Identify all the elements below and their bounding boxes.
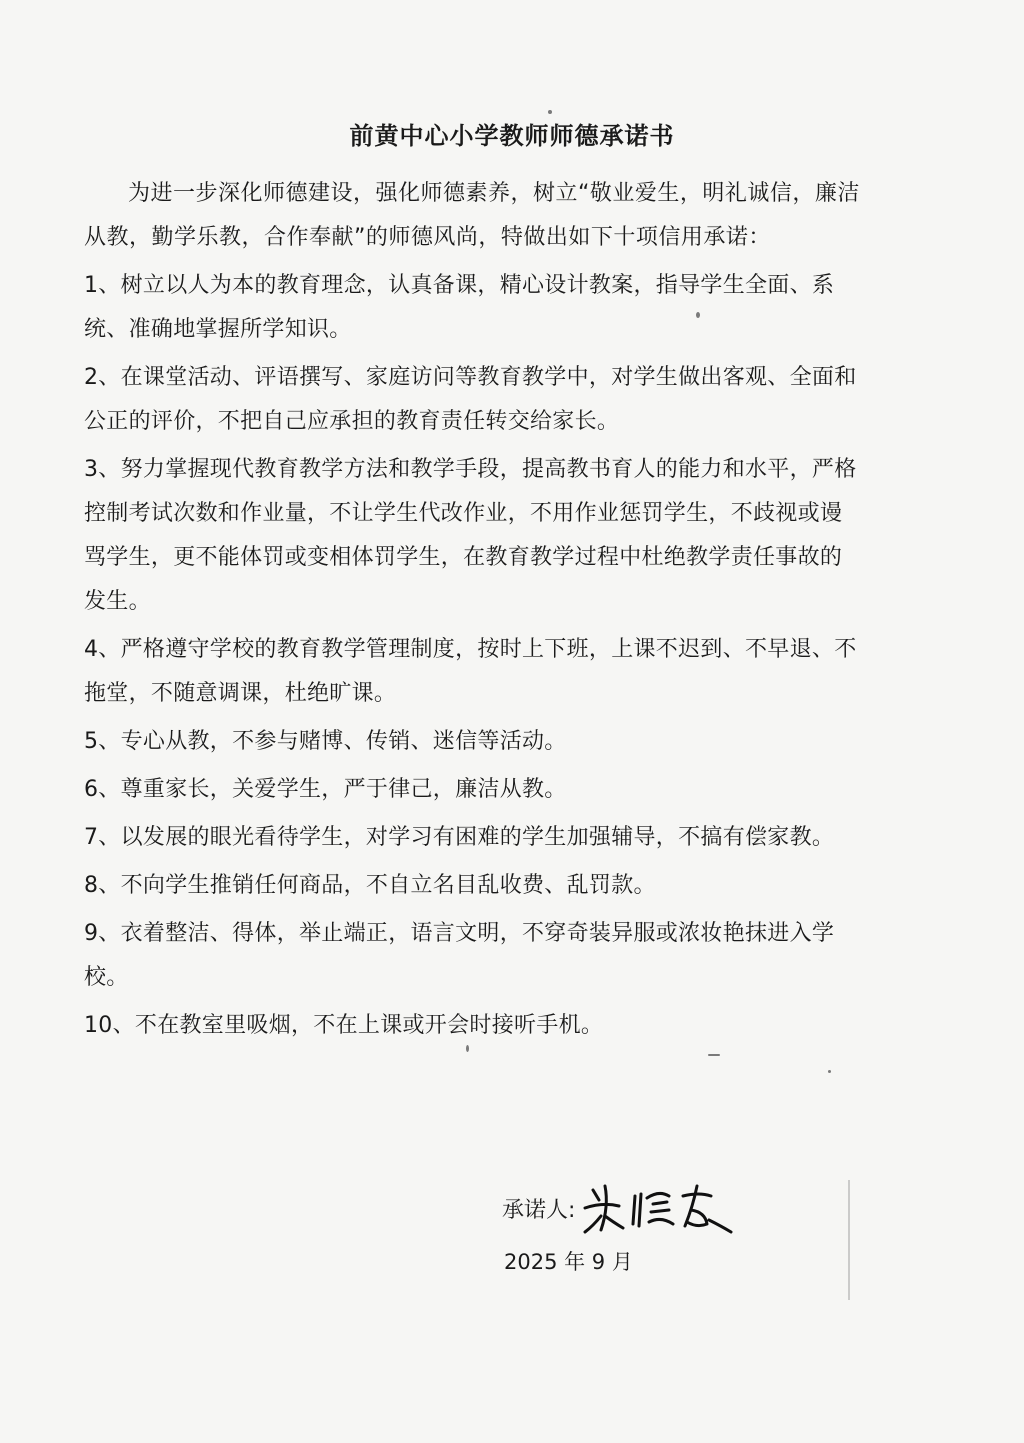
pledge-item-2: 2、在课堂活动、评语撰写、家庭访问等教育教学中，对学生做出客观、全面和公正的评价，不把自己应承担的教育责任转交给家长。 xyxy=(84,365,857,434)
paper-speck xyxy=(548,110,552,114)
paper-speck xyxy=(466,1045,469,1052)
paper-crease xyxy=(848,1180,850,1300)
intro-paragraph: 为进一步深化师德建设，强化师德素养，树立“敬业爱生，明礼诚信，廉洁从教，勤学乐教，合作奉献”的师德风尚，特做出如下十项信用承诺： xyxy=(84,181,860,250)
handwritten-signature xyxy=(579,1176,739,1240)
document-date: 2025 年 9 月 xyxy=(504,1250,633,1274)
pledge-item-9: 9、衣着整洁、得体，举止端正，语言文明，不穿奇装异服或浓妆艳抹进入学校。 xyxy=(84,921,835,990)
paper-speck xyxy=(708,1054,720,1056)
document-title: 前黄中心小学教师师德承诺书 xyxy=(349,122,675,150)
pledge-item-4: 4、严格遵守学校的教育教学管理制度，按时上下班，上课不迟到、不早退、不拖堂，不随意调课，杜绝旷课。 xyxy=(84,637,857,706)
document-body xyxy=(84,172,864,1048)
pledge-item-5: 5、专心从教，不参与赌博、传销、迷信等活动。 xyxy=(84,729,567,754)
pledge-item-6: 6、尊重家长，关爱学生，严于律己，廉洁从教。 xyxy=(84,777,567,802)
paper-speck xyxy=(696,312,700,318)
paper-speck xyxy=(828,1070,831,1073)
pledge-item-1: 1、树立以人为本的教育理念，认真备课，精心设计教案，指导学生全面、系统、准确地掌握所学知识。 xyxy=(84,273,835,342)
signer-label: 承诺人: xyxy=(502,1197,576,1223)
pledge-item-10: 10、不在教室里吸烟，不在上课或开会时接听手机。 xyxy=(84,1013,604,1038)
signer-row xyxy=(502,1178,822,1238)
pledge-item-8: 8、不向学生推销任何商品，不自立名目乱收费、乱罚款。 xyxy=(84,873,656,898)
pledge-item-3: 3、努力掌握现代教育教学方法和教学手段，提高教书育人的能力和水平，严格控制考试次数和作业量，不让学生代改作业，不用作业惩罚学生，不歧视或谩骂学生，更不能体罚或变相体罚学生，在教育教学过程中杜绝教学责任事故的发生。 xyxy=(84,457,857,614)
signature-block xyxy=(502,1178,822,1276)
pledge-item-7: 7、以发展的眼光看待学生，对学习有困难的学生加强辅导，不搞有偿家教。 xyxy=(84,825,835,850)
